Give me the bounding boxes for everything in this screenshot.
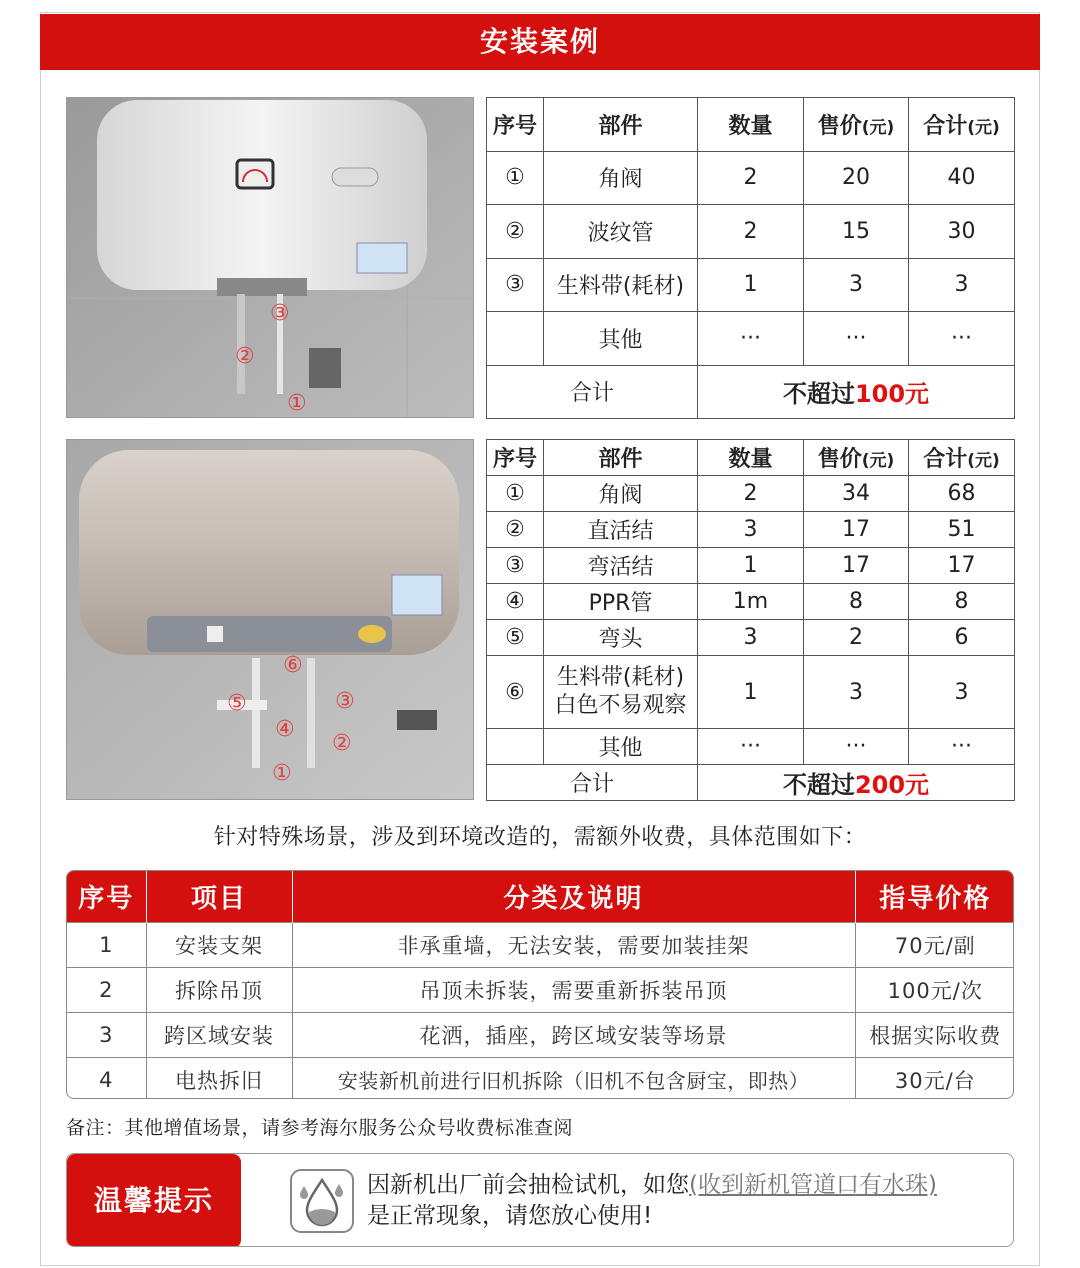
cell-qty: 2 (698, 205, 804, 259)
fee-cell-item: 电热拆旧 (146, 1057, 292, 1099)
header-sum: 合计(元) (909, 440, 1015, 476)
header-part: 部件 (544, 98, 698, 152)
table-row (487, 620, 1015, 656)
case2-photo-marker-1: ① (272, 761, 292, 786)
case2-parts-table (486, 439, 1015, 801)
cell-qty: 2 (698, 476, 804, 512)
cell-no (487, 729, 544, 765)
case2-photo-marker-6: ⑥ (283, 653, 303, 678)
table-header-row (487, 440, 1015, 476)
cell-part: 生料带(耗材) (544, 258, 698, 312)
fee-cell-no: 2 (67, 967, 146, 1012)
cell-price: 2 (804, 620, 909, 656)
cell-no (487, 312, 544, 366)
cell-sum: 51 (909, 512, 1015, 548)
cell-price: 8 (804, 584, 909, 620)
cell-qty: ··· (698, 312, 804, 366)
fee-cell-desc: 吊顶未拆装，需要重新拆装吊顶 (292, 967, 855, 1012)
fee-header-no: 序号 (67, 871, 146, 922)
cell-no: ④ (487, 584, 544, 620)
cell-qty: 1m (698, 584, 804, 620)
water-drop-icon (289, 1168, 355, 1234)
cell-price: ··· (804, 729, 909, 765)
fee-row (67, 967, 1014, 1012)
fee-cell-desc: 安装新机前进行旧机拆除（旧机不包含厨宝，即热） (292, 1057, 855, 1099)
fee-cell-price: 根据实际收费 (855, 1012, 1014, 1057)
total-label: 合计 (487, 365, 698, 419)
cell-sum: 68 (909, 476, 1015, 512)
cell-price: 3 (804, 656, 909, 729)
case2-photo-marker-2: ② (332, 731, 352, 756)
fee-cell-desc: 花洒，插座，跨区域安装等场景 (292, 1012, 855, 1057)
case1-parts-table (486, 97, 1015, 419)
cell-sum: 6 (909, 620, 1015, 656)
case2-photo-marker-4: ④ (275, 717, 295, 742)
cell-part: 其他 (544, 729, 698, 765)
total-value: 不超过200元 (698, 765, 1015, 801)
cell-sum: 3 (909, 656, 1015, 729)
extra-fee-note: 针对特殊场景，涉及到环境改造的，需额外收费，具体范围如下： (213, 825, 867, 850)
cell-qty: 1 (698, 258, 804, 312)
cell-sum: 40 (909, 151, 1015, 205)
header-price: 售价(元) (804, 98, 909, 152)
cell-no: ② (487, 512, 544, 548)
extra-fee-table (67, 871, 1014, 1099)
header-qty: 数量 (698, 98, 804, 152)
fee-cell-item: 安装支架 (146, 922, 292, 967)
table-row (487, 476, 1015, 512)
total-row (487, 365, 1015, 419)
cell-qty: 1 (698, 548, 804, 584)
cell-qty: 2 (698, 151, 804, 205)
cell-price: 3 (804, 258, 909, 312)
warm-tip-label: 温馨提示 (67, 1154, 241, 1247)
table-row (487, 258, 1015, 312)
cell-part: 波纹管 (544, 205, 698, 259)
cell-part: 弯头 (544, 620, 698, 656)
header-no: 序号 (487, 440, 544, 476)
fee-header-desc: 分类及说明 (292, 871, 855, 922)
cell-part: 其他 (544, 312, 698, 366)
warm-tip-text: 因新机出厂前会抽检试机，如您(收到新机管道口有水珠) 是正常现象，请您放心使用! (367, 1172, 937, 1229)
cell-qty: 3 (698, 512, 804, 548)
cell-price: 17 (804, 548, 909, 584)
table-row (487, 584, 1015, 620)
cell-price: ··· (804, 312, 909, 366)
case1-photo-marker-2: ② (235, 344, 255, 369)
fee-cell-price: 30元/台 (855, 1057, 1014, 1099)
cell-no: ⑥ (487, 656, 544, 729)
cell-sum: 17 (909, 548, 1015, 584)
fee-row (67, 1057, 1014, 1099)
header-price: 售价(元) (804, 440, 909, 476)
cell-no: ② (487, 205, 544, 259)
fee-header-row (67, 871, 1014, 922)
cell-qty: ··· (698, 729, 804, 765)
cell-price: 20 (804, 151, 909, 205)
fee-cell-item: 拆除吊顶 (146, 967, 292, 1012)
cell-no: ① (487, 151, 544, 205)
case1-photo-marker-1: ① (287, 391, 307, 416)
fee-header-price: 指导价格 (855, 871, 1014, 922)
case2-photo-marker-5: ⑤ (227, 691, 247, 716)
cell-part: 生料带(耗材) 白色不易观察 (544, 656, 698, 729)
fee-cell-desc: 非承重墙，无法安装，需要加装挂架 (292, 922, 855, 967)
cell-qty: 1 (698, 656, 804, 729)
cell-sum: ··· (909, 729, 1015, 765)
cell-price: 17 (804, 512, 909, 548)
case2-photo-marker-3: ③ (335, 689, 355, 714)
total-label: 合计 (487, 765, 698, 801)
cell-sum: ··· (909, 312, 1015, 366)
fee-cell-no: 3 (67, 1012, 146, 1057)
fee-cell-item: 跨区域安装 (146, 1012, 292, 1057)
case2-photo (66, 439, 474, 800)
cell-price: 34 (804, 476, 909, 512)
extra-fee-table-container (66, 870, 1014, 1099)
remark-note: 备注：其他增值场景，请参考海尔服务公众号收费标准查阅 (66, 1117, 574, 1139)
header-no: 序号 (487, 98, 544, 152)
cell-qty: 3 (698, 620, 804, 656)
fee-row (67, 922, 1014, 967)
table-row (487, 205, 1015, 259)
cell-sum: 8 (909, 584, 1015, 620)
cell-part: 弯活结 (544, 548, 698, 584)
cell-part: 角阀 (544, 151, 698, 205)
cell-part: 直活结 (544, 512, 698, 548)
table-row (487, 729, 1015, 765)
fee-cell-no: 4 (67, 1057, 146, 1099)
cell-no: ① (487, 476, 544, 512)
table-header-row (487, 98, 1015, 152)
cell-part: 角阀 (544, 476, 698, 512)
cell-sum: 30 (909, 205, 1015, 259)
fee-header-item: 项目 (146, 871, 292, 922)
cell-no: ③ (487, 258, 544, 312)
case1-photo-marker-3: ③ (270, 301, 290, 326)
warm-tip-box (66, 1153, 1014, 1247)
table-row (487, 548, 1015, 584)
cell-price: 15 (804, 205, 909, 259)
fee-row (67, 1012, 1014, 1057)
table-row (487, 512, 1015, 548)
table-row (487, 312, 1015, 366)
page-title: 安装案例 (40, 14, 1040, 70)
fee-cell-price: 100元/次 (855, 967, 1014, 1012)
table-row (487, 656, 1015, 729)
case1-photo (66, 97, 474, 418)
fee-cell-price: 70元/副 (855, 922, 1014, 967)
header-qty: 数量 (698, 440, 804, 476)
cell-sum: 3 (909, 258, 1015, 312)
header-part: 部件 (544, 440, 698, 476)
fee-cell-no: 1 (67, 922, 146, 967)
cell-part: PPR管 (544, 584, 698, 620)
cell-no: ③ (487, 548, 544, 584)
total-value: 不超过100元 (698, 365, 1015, 419)
table-row (487, 151, 1015, 205)
cell-no: ⑤ (487, 620, 544, 656)
total-row (487, 765, 1015, 801)
header-sum: 合计(元) (909, 98, 1015, 152)
